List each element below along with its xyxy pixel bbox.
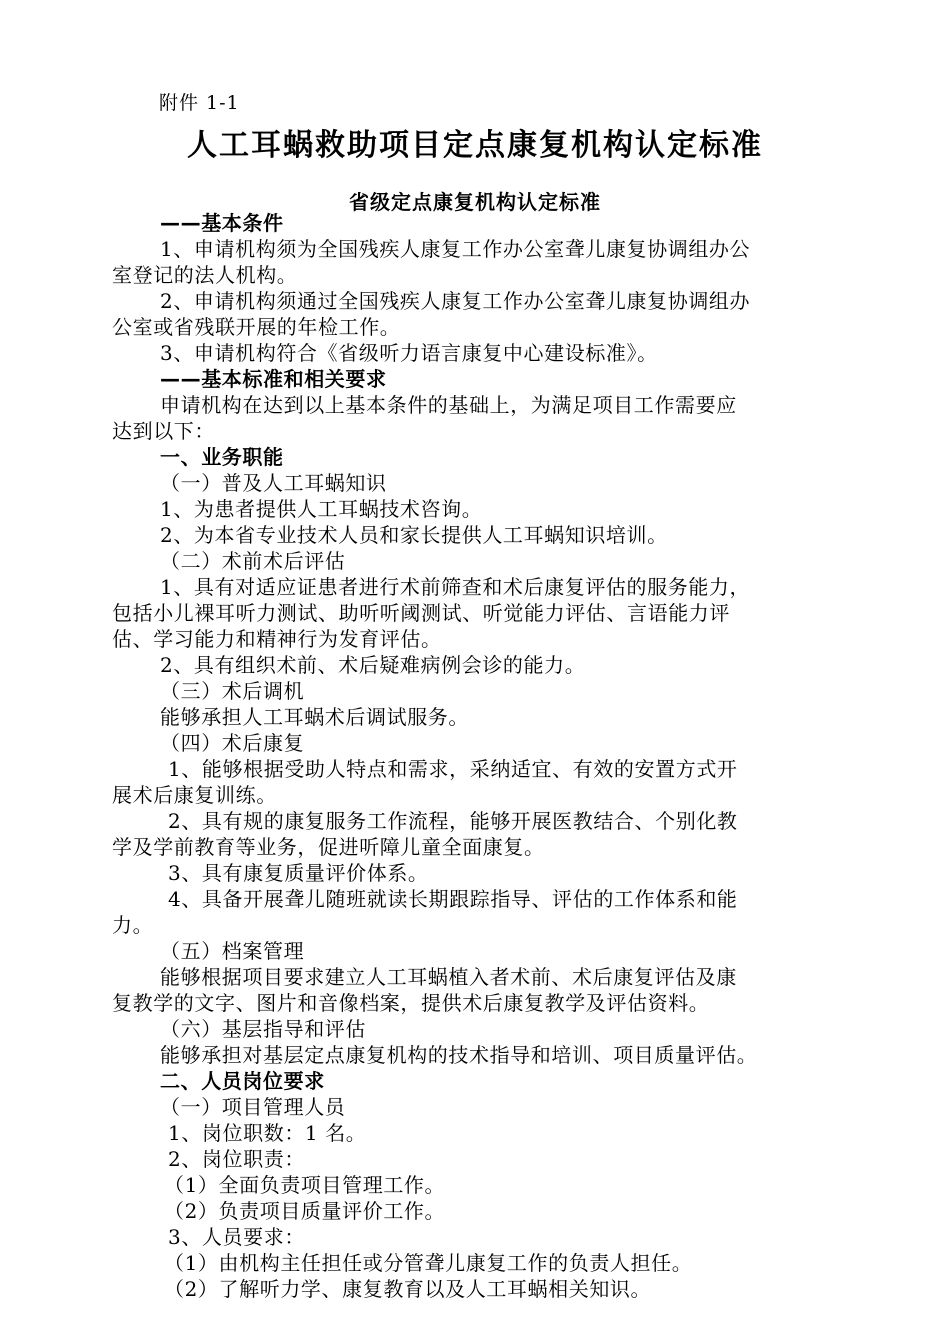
document-body (112, 210, 842, 1302)
text-line: 申请机构在达到以上基本条件的基础上，为满足项目工作需要应 (160, 393, 737, 417)
text-line: 能够根据项目要求建立人工耳蜗植入者术前、术后康复评估及康 (160, 965, 737, 989)
text-line: 1、申请机构须为全国残疾人康复工作办公室聋儿康复协调组办公 (160, 237, 751, 261)
document-title: 人工耳蜗救助项目定点康复机构认定标准 (187, 128, 763, 163)
text-line: 1、能够根据受助人特点和需求，采纳适宜、有效的安置方式开 (168, 757, 738, 781)
text-line: （1）由机构主任担任或分管聋儿康复工作的负责人担任。 (164, 1251, 693, 1275)
text-line: （2）了解听力学、康复教育以及人工耳蜗相关知识。 (164, 1277, 652, 1301)
text-line: （五）档案管理 (160, 939, 305, 963)
text-line: 能够承担人工耳蜗术后调试服务。 (160, 705, 469, 729)
text-line: ——基本条件 (160, 211, 284, 235)
text-line: 1、具有对适应证患者进行术前筛查和术后康复评估的服务能力， (160, 575, 751, 599)
section-subtitle: 省级定点康复机构认定标准 (349, 190, 601, 214)
text-line: 一、业务职能 (160, 445, 284, 469)
text-line: 公室或省残联开展的年检工作。 (112, 315, 401, 339)
text-line: 4、具备开展聋儿随班就读长期跟踪指导、评估的工作体系和能 (168, 887, 738, 911)
text-line: （二）术前术后评估 (160, 549, 346, 573)
text-line: 估、学习能力和精神行为发育评估。 (112, 627, 442, 651)
text-line: 2、为本省专业技术人员和家长提供人工耳蜗知识培训。 (160, 523, 668, 547)
text-line: 2、岗位职责： (168, 1147, 305, 1171)
text-line: 二、人员岗位要求 (160, 1069, 325, 1093)
text-line: 1、为患者提供人工耳蜗技术咨询。 (160, 497, 483, 521)
text-line: （一）项目管理人员 (160, 1095, 346, 1119)
text-line: 复教学的文字、图片和音像档案，提供术后康复教学及评估资料。 (112, 991, 710, 1015)
text-line: 3、具有康复质量评价体系。 (168, 861, 429, 885)
text-line: 2、具有规的康复服务工作流程，能够开展医教结合、个别化教 (168, 809, 738, 833)
text-line: 2、申请机构须通过全国残疾人康复工作办公室聋儿康复协调组办 (160, 289, 751, 313)
text-line: ——基本标准和相关要求 (160, 367, 387, 391)
text-line: 包括小儿裸耳听力测试、助听听阈测试、听觉能力评估、言语能力评 (112, 601, 730, 625)
text-line: （2）负责项目质量评价工作。 (164, 1199, 446, 1223)
text-line: 力。 (112, 913, 154, 937)
text-line: 3、人员要求： (168, 1225, 305, 1249)
text-line: 学及学前教育等业务，促进听障儿童全面康复。 (112, 835, 545, 859)
text-line: 1、岗位职数：1 名。 (168, 1121, 367, 1145)
text-line: （四）术后康复 (160, 731, 305, 755)
text-line: （一）普及人工耳蜗知识 (160, 471, 387, 495)
text-line: （六）基层指导和评估 (160, 1017, 366, 1041)
text-line: 3、申请机构符合《省级听力语言康复中心建设标准》。 (160, 341, 658, 365)
annex-label: 附件 1-1 (159, 92, 240, 114)
text-line: （三）术后调机 (160, 679, 305, 703)
text-line: 室登记的法人机构。 (112, 263, 298, 287)
text-line: 达到以下： (112, 419, 215, 443)
text-line: 2、具有组织术前、术后疑难病例会诊的能力。 (160, 653, 586, 677)
text-line: （1）全面负责项目管理工作。 (164, 1173, 446, 1197)
text-line: 能够承担对基层定点康复机构的技术指导和培训、项目质量评估。 (160, 1043, 758, 1067)
text-line: 展术后康复训练。 (112, 783, 277, 807)
